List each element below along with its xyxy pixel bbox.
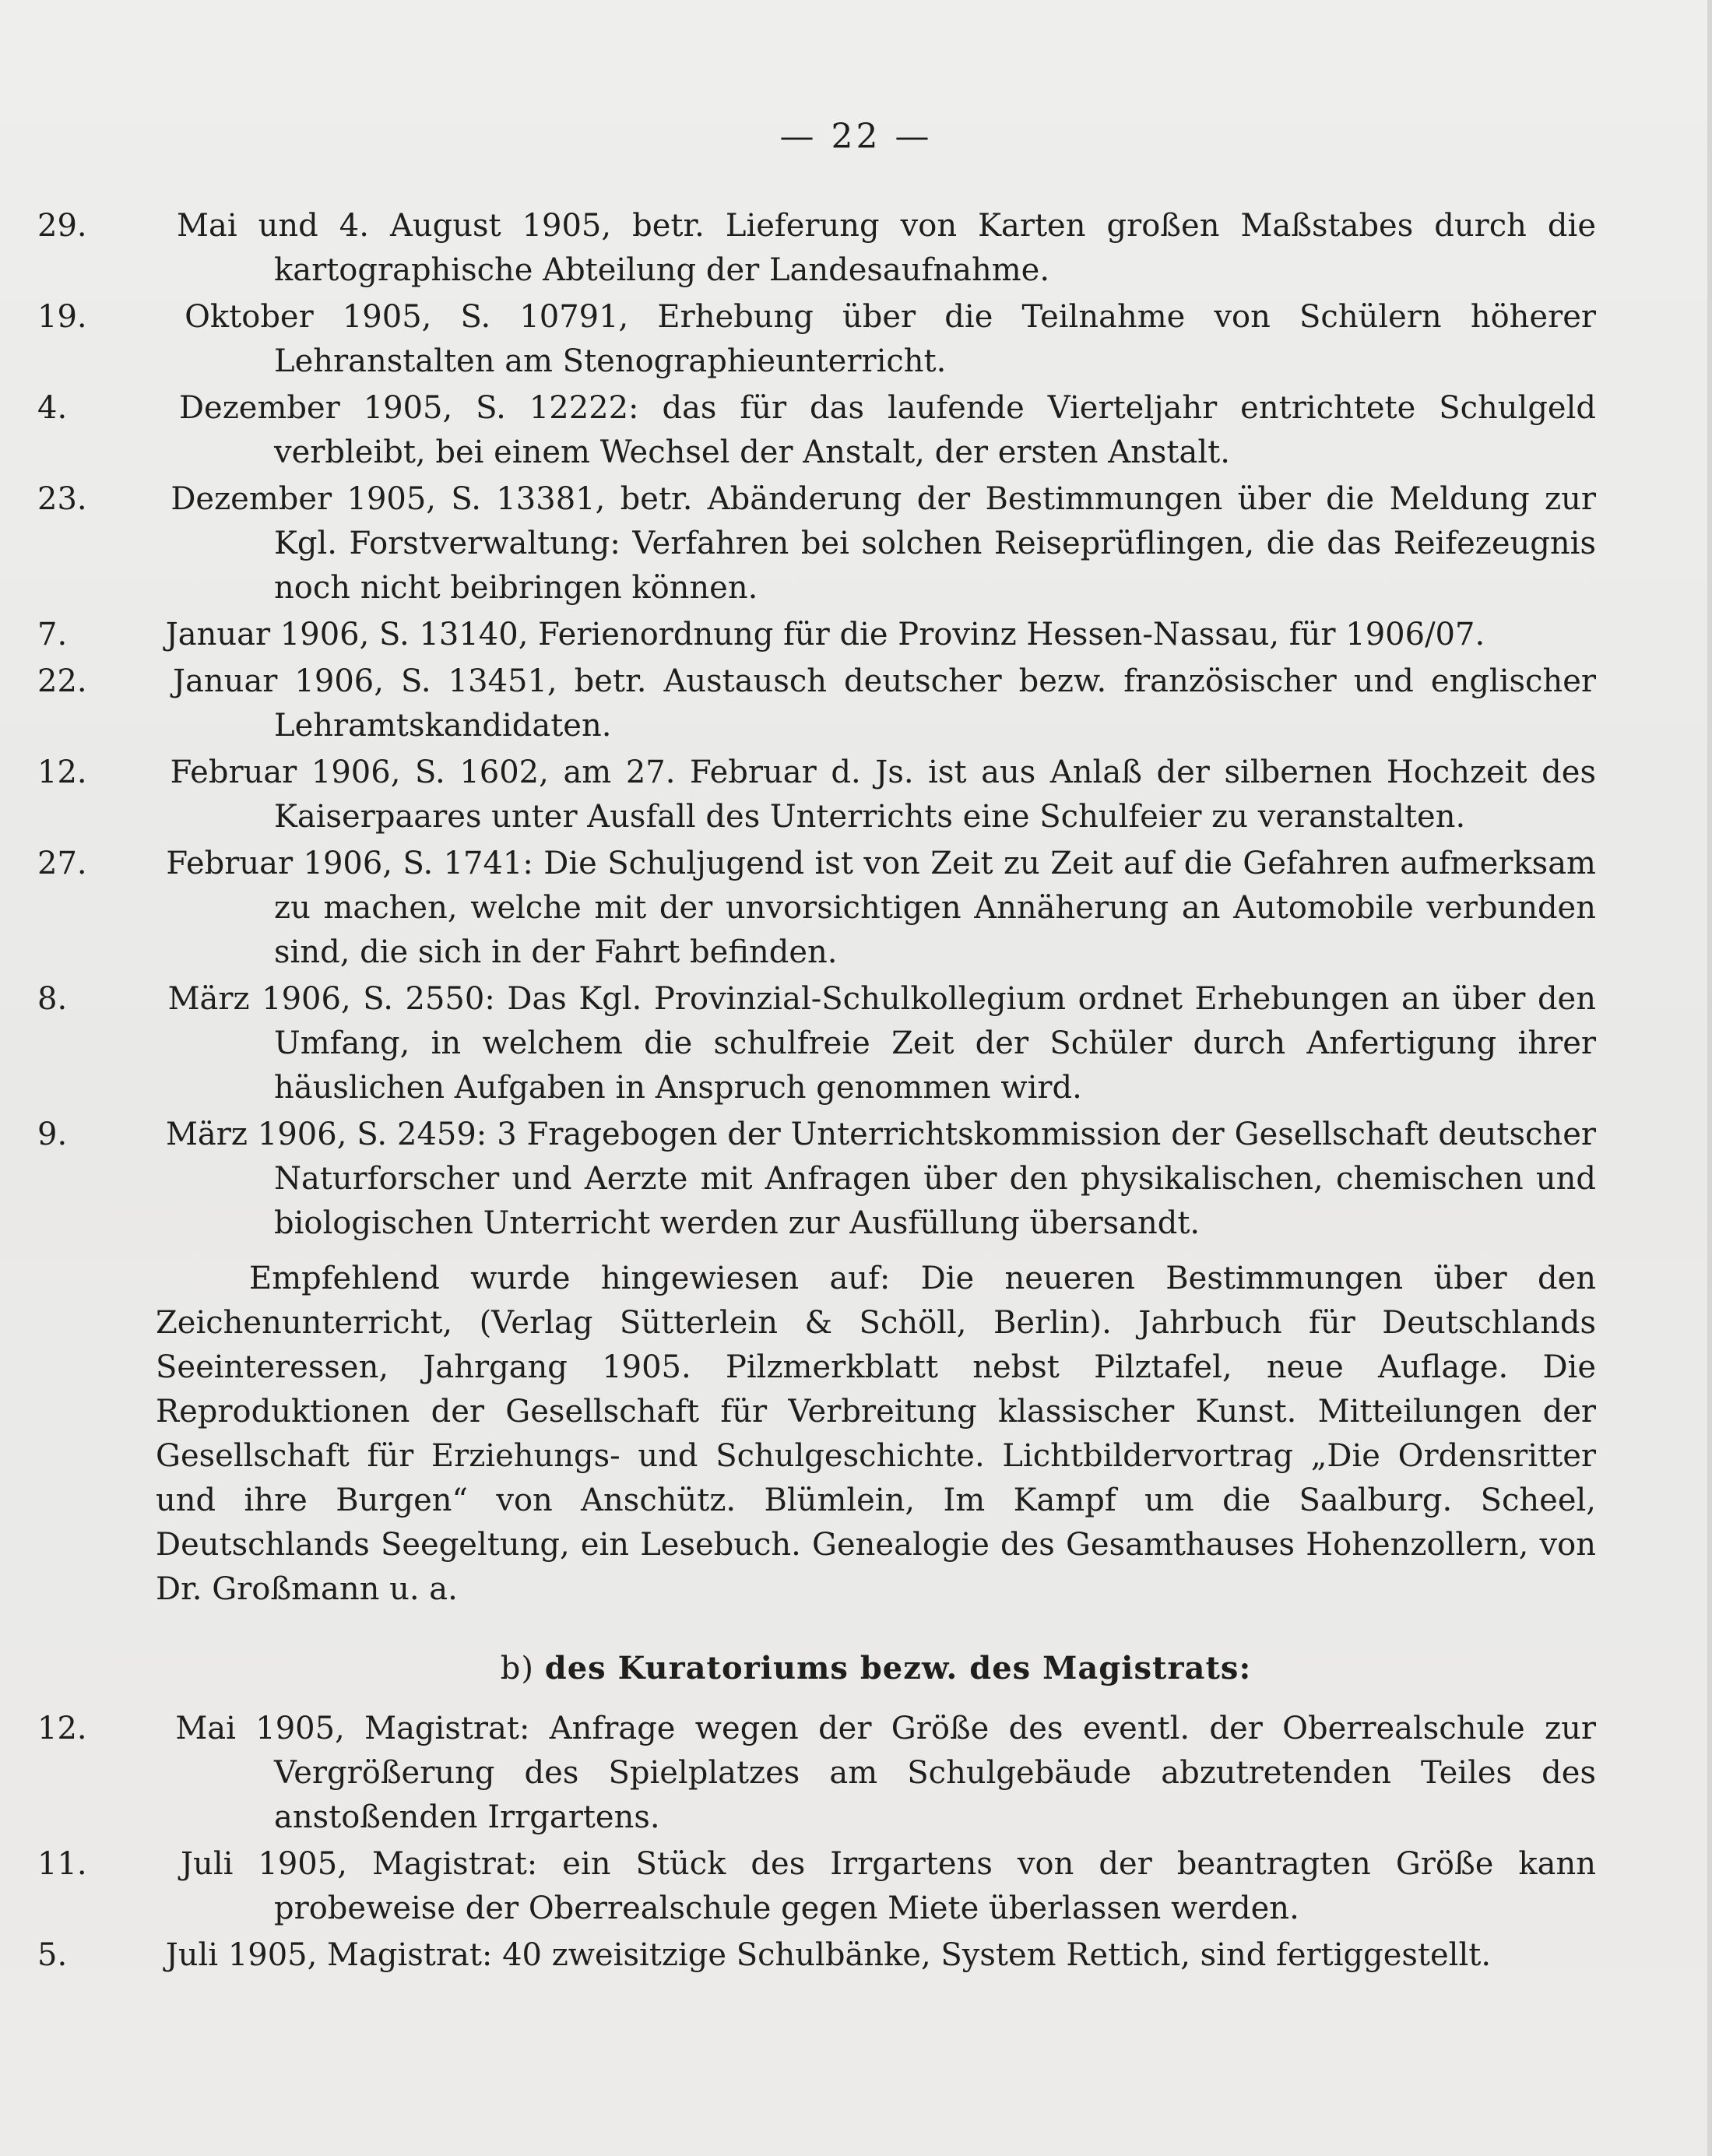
page-number: — 22 — <box>779 117 933 157</box>
entry-text: Januar 1906, S. 13451, betr. Austausch deutscher bezw. französischer und englischer Lehramtskandidaten. <box>173 663 1597 744</box>
section-a-list <box>37 204 1597 1246</box>
entry-text: Mai und 4. August 1905, betr. Lieferung von Karten großen Maßstabes durch die kartographische Abteilung der Landesaufnahme. <box>177 208 1596 288</box>
list-item: 4. Dezember 1905, S. 12222: das für das laufende Vierteljahr entrichtete Schulgeld verbleibt, bei einem Wechsel der Anstalt, der ersten Anstalt. <box>37 390 1596 470</box>
list-item: 5. Juli 1905, Magistrat: 40 zweisitzige Schulbänke, System Rettich, sind fertiggestellt. <box>37 1937 1492 1973</box>
entry-text: Januar 1906, S. 13140, Ferienordnung für die Provinz Hessen-Nassau, für 1906/07. <box>165 617 1485 652</box>
list-item: 12. Mai 1905, Magistrat: Anfrage wegen der Größe des eventl. der Oberrealschule zur Vergrößerung des Spielplatzes am Schulgebäude abzutretenden Teiles des anstoßenden Irrgartens. <box>37 1711 1596 1835</box>
list-item: 7. Januar 1906, S. 13140, Ferienordnung für die Provinz Hessen-Nassau, für 1906/07. <box>37 617 1485 652</box>
entry-text: Dezember 1905, S. 12222: das für das laufende Vierteljahr entrichtete Schulgeld verbleibt, bei einem Wechsel der Anstalt, der ersten Anstalt. <box>178 390 1596 470</box>
recommendation-paragraph: Empfehlend wurde hingewiesen auf: Die neueren Bestimmungen über den Zeichenunterricht, (Verlag Sütterlein & Schöll, Berlin). Jahrbuch für Deutschlands Seeinteressen, Jahrgang 1905. Pilzmerkblatt nebst Pilztafel, neue Auflage. Die Reproduktionen der Gesellschaft für Verbreitung klassischer Kunst. Mitteilungen der Gesellschaft für Erziehungs- und Schulgeschichte. Lichtbildervortrag „Die Ordensritter und ihre Burgen“ von Anschütz. Blümlein, Im Kampf um die Saalburg. Scheel, Deutschlands Seegeltung, ein Lesebuch. Genealogie des Gesamthauses Hohenzollern, von Dr. Großmann u. a. <box>156 1261 1596 1607</box>
page-content <box>37 204 1597 1980</box>
list-item: 29. Mai und 4. August 1905, betr. Lieferung von Karten großen Maßstabes durch die kartographische Abteilung der Landesaufnahme. <box>37 208 1596 288</box>
list-item: 19. Oktober 1905, S. 10791, Erhebung über die Teilnahme von Schülern höherer Lehranstalten am Stenographieunterricht. <box>37 299 1597 379</box>
section-b-title: des Kuratoriums bezw. des Magistrats: <box>544 1650 1252 1686</box>
page-edge-shadow <box>1707 0 1712 2156</box>
list-item: 8. März 1906, S. 2550: Das Kgl. Provinzial-Schulkollegium ordnet Erhebungen an über den Umfang, in welchem die schulfreie Zeit der Schüler durch Anfertigung ihrer häuslichen Aufgaben in Anspruch genommen wird. <box>37 981 1596 1106</box>
entry-text: Oktober 1905, S. 10791, Erhebung über die Teilnahme von Schülern höherer Lehranstalten am Stenographieunterricht. <box>185 299 1597 379</box>
entry-text: März 1906, S. 2459: 3 Fragebogen der Unterrichtskommission der Gesellschaft deutscher Naturforscher und Aerzte mit Anfragen über den physikalischen, chemischen und biologischen Unterricht werden zur Ausfüllung übersandt. <box>165 1117 1596 1241</box>
list-item: 12. Februar 1906, S. 1602, am 27. Februar d. Js. ist aus Anlaß der silbernen Hochzeit des Kaiserpaares unter Ausfall des Unterrichts eine Schulfeier zu veranstalten. <box>37 754 1596 835</box>
list-item: 27. Februar 1906, S. 1741: Die Schuljugend ist von Zeit zu Zeit auf die Gefahren aufmerksam zu machen, welche mit der unvorsichtigen Annäherung an Automobile verbunden sind, die sich in der Fahrt befinden. <box>37 846 1596 970</box>
entry-text: Dezember 1905, S. 13381, betr. Abänderung der Bestimmungen über die Meldung zur Kgl. Forstverwaltung: Verfahren bei solchen Reiseprüflingen, die das Reifezeugnis noch nicht beibringen können. <box>170 481 1597 606</box>
list-item: 22. Januar 1906, S. 13451, betr. Austausch deutscher bezw. französischer und englischer Lehramtskandidaten. <box>37 663 1597 744</box>
entry-text: Februar 1906, S. 1741: Die Schuljugend ist von Zeit zu Zeit auf die Gefahren aufmerksam zu machen, welche mit der unvorsichtigen Annäherung an Automobile verbunden sind, die sich in der Fahrt befinden. <box>166 846 1596 970</box>
entry-text: Februar 1906, S. 1602, am 27. Februar d. Js. ist aus Anlaß der silbernen Hochzeit des Kaiserpaares unter Ausfall des Unterrichts eine Schulfeier zu veranstalten. <box>170 754 1596 835</box>
entry-text: Juli 1905, Magistrat: 40 zweisitzige Schulbänke, System Rettich, sind fertiggestellt. <box>165 1937 1492 1973</box>
list-item: 23. Dezember 1905, S. 13381, betr. Abänderung der Bestimmungen über die Meldung zur Kgl. Forstverwaltung: Verfahren bei solchen Reiseprüflingen, die das Reifezeugnis noch nicht beibringen können. <box>37 481 1597 606</box>
list-item: 9. März 1906, S. 2459: 3 Fragebogen der Unterrichtskommission der Gesellschaft deutscher Naturforscher und Aerzte mit Anfragen über den physikalischen, chemischen und biologischen Unterricht werden zur Ausfüllung übersandt. <box>37 1117 1596 1241</box>
entry-text: März 1906, S. 2550: Das Kgl. Provinzial-Schulkollegium ordnet Erhebungen an über den Umfang, in welchem die schulfreie Zeit der Schüler durch Anfertigung ihrer häuslichen Aufgaben in Anspruch genommen wird. <box>167 981 1596 1106</box>
list-item: 11. Juli 1905, Magistrat: ein Stück des Irrgartens von der beantragten Größe kann probeweise der Oberrealschule gegen Miete überlassen werden. <box>37 1846 1596 1926</box>
entry-text: Juli 1905, Magistrat: ein Stück des Irrgartens von der beantragten Größe kann probeweise der Oberrealschule gegen Miete überlassen werden. <box>181 1846 1596 1926</box>
entry-text: Mai 1905, Magistrat: Anfrage wegen der Größe des eventl. der Oberrealschule zur Vergrößerung des Spielplatzes am Schulgebäude abzutretenden Teiles des anstoßenden Irrgartens. <box>175 1711 1596 1835</box>
section-b-prefix: b) <box>500 1651 535 1686</box>
section-b-heading <box>156 1646 1596 1691</box>
section-b-list <box>37 1707 1596 1978</box>
